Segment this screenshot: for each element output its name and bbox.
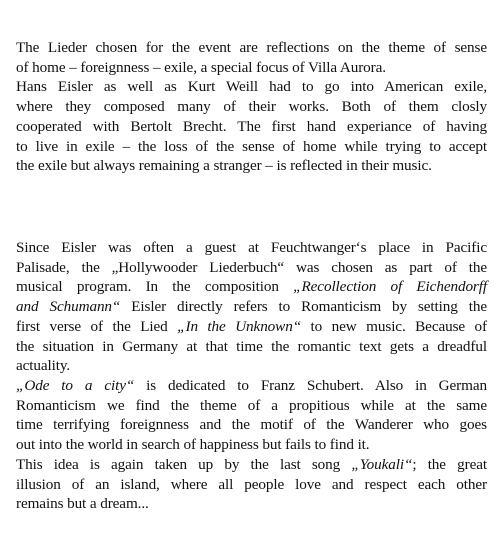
paragraph-eisler-program [16, 238, 487, 376]
text-line: out into the world in search of happiness but fails to find it. [16, 436, 370, 454]
text-line: the exile but always remaining a stranger – is reflected in their music. [16, 157, 432, 175]
text-line: the situation in Germany at that time the romantic text gets a dreadful [16, 337, 487, 355]
text-line: cooperated with Bertolt Brecht. The first hand experiance of having [16, 117, 487, 135]
text-line: „Ode to a city“ is dedicated to Franz Schubert. Also in German [16, 377, 487, 394]
text-line: musical program. In the composition „Recollection of Eichendorff [16, 278, 487, 296]
song-title-youkali: „Youkali“ [351, 455, 413, 473]
paragraph-ode-youkali [16, 376, 487, 514]
text-line: to live in exile – the loss of the sense of home while trying to accept [16, 137, 487, 155]
text-line: of home – foreignness – exile, a special focus of Villa Aurora. [16, 58, 386, 76]
text-line: illusion of an island, where all people love and respect each other [16, 475, 487, 493]
text-line: first verse of the Lied „In the Unknown“ to new music. Because of [16, 317, 487, 335]
text-line: and Schumann“ Eisler directly refers to Romanticism by setting the [16, 298, 488, 316]
song-title-ode-to-a-city: „Ode to a city“ [16, 377, 135, 394]
text-line: actuality. [16, 357, 71, 375]
text-line: The Lieder chosen for the event are reflections on the theme of sense [16, 39, 487, 56]
song-title-in-the-unknown: „In the Unknown“ [177, 317, 302, 335]
text-line: Palisade, the „Hollywooder Liederbuch“ was chosen as part of the [16, 258, 487, 276]
text-line: Since Eisler was often a guest at Feuchtwanger‘s place in Pacific [16, 239, 487, 256]
text-line: remains but a dream... [16, 495, 149, 513]
song-title-recollection: „Recollection of Eichendorff [293, 278, 487, 296]
text-line: This idea is again taken up by the last song „Youkali“; the great [16, 455, 487, 473]
text-line: time terrifying foreignness and the motif of the Wanderer who goes [16, 416, 487, 434]
text-line: Hans Eisler as well as Kurt Weill had to go into American exile, [16, 78, 487, 96]
text-line: where they composed many of their works. Both of them closly [16, 98, 487, 116]
text-line: Romanticism we find the theme of a propitious while at the same [16, 396, 487, 414]
paragraph-lieder-themes [16, 38, 487, 176]
song-title-recollection-cont: and Schumann“ [16, 298, 121, 316]
